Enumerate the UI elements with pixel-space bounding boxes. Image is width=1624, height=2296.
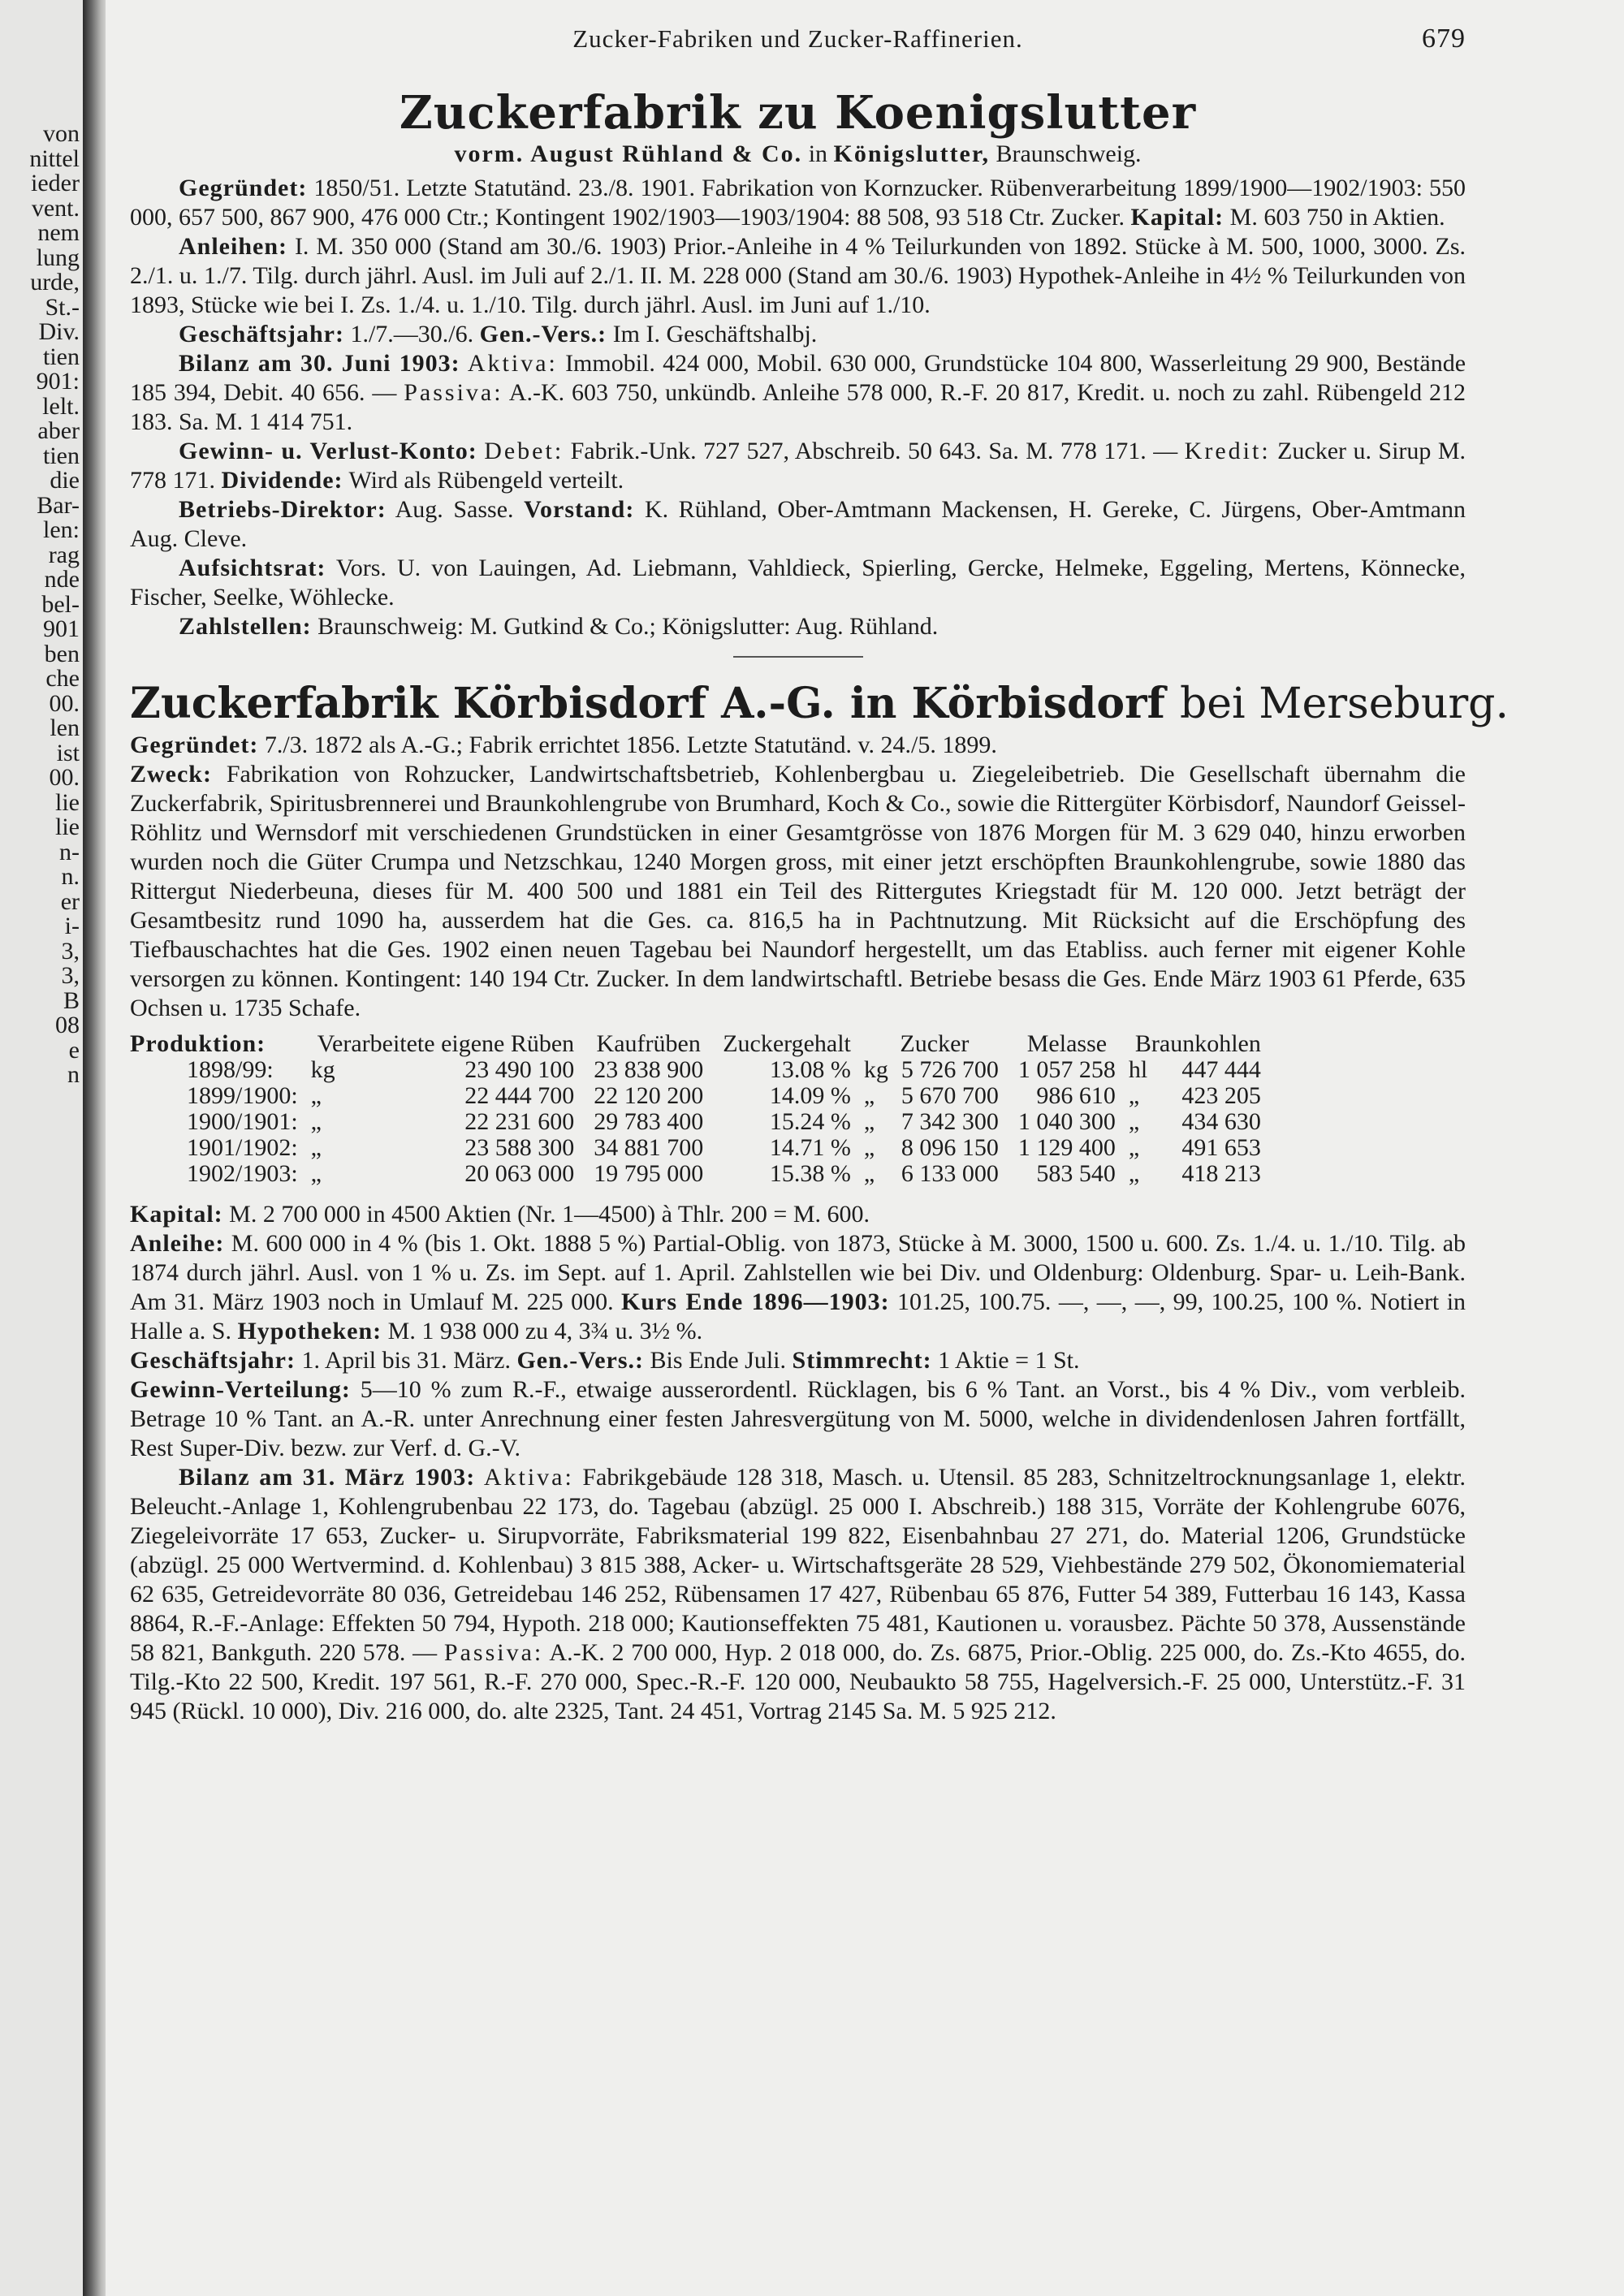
production-row	[130, 1109, 1271, 1135]
own-beets-value: 23 588 300	[464, 1134, 575, 1161]
col-header-sugar: Zucker	[900, 1030, 970, 1057]
facing-page-fragment: bel-	[41, 590, 80, 618]
fiscal-year-text: 1./7.—30./6.	[350, 321, 474, 347]
page-number: 679	[1422, 24, 1466, 54]
company-title	[130, 677, 1509, 731]
molasses-value: 1 057 258	[1017, 1056, 1116, 1083]
balance-liabilities-label: Passiva:	[404, 379, 503, 406]
molasses-value: 986 610	[1036, 1082, 1116, 1109]
dividend-text: Wird als Rübengeld verteilt.	[348, 467, 624, 494]
facing-page-fragment: urde,	[30, 269, 80, 296]
director-text: Aug. Sasse.	[395, 496, 514, 523]
col-header-own-beets: Verarbeitete eigene Rüben	[317, 1030, 575, 1057]
page	[106, 0, 1624, 2296]
own-beets-value: 22 231 600	[464, 1108, 575, 1135]
company-title-main: Zuckerfabrik Körbisdorf A.-G. in Körbisdorf	[130, 679, 1165, 728]
supervisory-label: Aufsichtsrat:	[179, 555, 326, 581]
facing-page-fragment: ieder	[31, 170, 80, 196]
bought-beets-value: 34 881 700	[594, 1134, 704, 1161]
section-divider	[733, 656, 863, 658]
company-subtitle	[130, 140, 1466, 169]
molasses-value: 583 540	[1036, 1160, 1116, 1187]
facing-page-fragment: lelt.	[42, 392, 80, 420]
lignite-value: 447 444	[1181, 1056, 1261, 1083]
capital-label: Kapital:	[130, 1201, 223, 1228]
voting-right-label: Stimmrecht:	[792, 1347, 932, 1374]
fiscal-year-text: 1. April bis 31. März.	[301, 1347, 511, 1374]
balance-assets-label: Aktiva:	[467, 350, 558, 377]
general-meeting-text: Im I. Geschäftshalbj.	[612, 321, 818, 347]
production-year: 1902/1903:	[187, 1160, 298, 1187]
sugar-content-value: 14.09 %	[769, 1082, 851, 1109]
facing-page-edge	[0, 0, 83, 2296]
balance-liabilities-text: A.-K. 603 750, unkündb. Anleihe 578 000, R.-F. 20 817, Kredit. u. noch zu zahl. Rübengeld 212 183. Sa. M. 1 414 751.	[130, 379, 1466, 435]
production-table	[130, 1031, 1271, 1187]
production-row	[130, 1135, 1271, 1161]
founded-paragraph	[130, 731, 1466, 760]
facing-page-fragment: B	[63, 986, 80, 1014]
unit-own-beets: „	[310, 1082, 322, 1109]
sugar-value: 6 133 000	[901, 1160, 999, 1187]
profit-distribution-paragraph	[130, 1375, 1466, 1463]
facing-page-fragment: lie	[55, 788, 80, 816]
general-meeting-label: Gen.-Vers.:	[479, 321, 607, 347]
facing-page-fragment: nem	[37, 219, 80, 246]
facing-page-fragment: 3,	[61, 962, 80, 989]
subtitle-place: Königslutter,	[833, 140, 990, 167]
loans-paragraph	[130, 232, 1466, 320]
profit-distribution-label: Gewinn-Verteilung:	[130, 1376, 351, 1403]
bought-beets-value: 19 795 000	[594, 1160, 704, 1187]
unit-own-beets: kg	[310, 1056, 335, 1083]
entry-koerbisdorf	[130, 677, 1509, 1726]
voting-right-text: 1 Aktie = 1 St.	[938, 1347, 1080, 1374]
molasses-value: 1 040 300	[1017, 1108, 1116, 1135]
unit-own-beets: „	[310, 1108, 322, 1135]
mortgages-label: Hypotheken:	[237, 1318, 382, 1344]
capital-text: M. 603 750 in Aktien.	[1229, 204, 1445, 231]
loan-label: Anleihe:	[130, 1230, 225, 1257]
own-beets-value: 20 063 000	[464, 1160, 575, 1187]
price-label: Kurs Ende 1896—1903:	[621, 1288, 890, 1315]
subtitle-in: in	[808, 140, 828, 167]
debit-text: Fabrik.-Unk. 727 527, Abschreib. 50 643. Sa. M. 778 171. —	[570, 438, 1178, 464]
balance-liabilities-label: Passiva:	[443, 1639, 544, 1666]
unit-own-beets: „	[310, 1134, 322, 1161]
facing-page-fragment: lung	[36, 244, 80, 271]
production-header-row	[130, 1031, 1271, 1057]
facing-page-fragment: ist	[56, 739, 80, 766]
dividend-label: Dividende:	[221, 467, 343, 494]
facing-page-fragment: 901:	[36, 368, 80, 395]
running-head	[130, 24, 1466, 54]
production-year: 1898/99:	[187, 1056, 274, 1083]
sugar-content-value: 14.71 %	[769, 1134, 851, 1161]
balance-paragraph	[130, 349, 1466, 437]
facing-page-fragment: len:	[43, 516, 80, 543]
balance-liabilities-text: A.-K. 2 700 000, Hyp. 2 018 000, do. Zs. 6875, Prior.-Oblig. 225 000, do. Zs.-Kto 4655, do. Tilg.-Kto 22 500, Kredit. 197 561, R.-F. 270 000, Spec.-R.-F. 120 000, Neubaukto 58 755, Hagelversich.-F. 25 000, Unterstütz.-F. 31 945 (Rückl. 10 000), Div. 216 000, do. alte 2325, Tant. 24 451, Vortrag 2145 Sa. M. 5 925 212.	[130, 1639, 1466, 1724]
facing-page-fragment: 00.	[49, 689, 80, 717]
facing-page-fragment: vent.	[31, 194, 80, 222]
fiscal-year-paragraph	[130, 1346, 1466, 1375]
facing-page-fragment: ben	[44, 640, 80, 667]
mortgages-text: M. 1 938 000 zu 4, 3¾ u. 3½ %.	[387, 1318, 703, 1344]
facing-page-fragment: len	[50, 714, 80, 741]
capital-label: Kapital:	[1130, 204, 1224, 231]
company-title: Zuckerfabrik zu Koenigslutter	[399, 86, 1197, 140]
lignite-value: 418 213	[1181, 1160, 1261, 1187]
supervisory-text: Vors. U. von Lauingen, Ad. Liebmann, Vahldieck, Spierling, Gercke, Helmeke, Eggeling, Mertens, Könnecke, Fischer, Seelke, Wöhlecke.	[130, 555, 1466, 611]
facing-page-fragment: 3,	[61, 937, 80, 965]
facing-page-fragment: 00.	[49, 764, 80, 791]
lignite-value: 423 205	[1181, 1082, 1261, 1109]
balance-label: Bilanz am 31. März 1903:	[179, 1464, 476, 1491]
loan-paragraph	[130, 1229, 1466, 1346]
bought-beets-value: 22 120 200	[594, 1082, 704, 1109]
running-title: Zucker-Fabriken und Zucker-Raffinerien.	[572, 24, 1023, 53]
bought-beets-value: 29 783 400	[594, 1108, 704, 1135]
entry-koenigslutter	[130, 86, 1466, 641]
molasses-value: 1 129 400	[1017, 1134, 1116, 1161]
general-meeting-text: Bis Ende Juli.	[650, 1347, 787, 1374]
credit-label: Kredit:	[1184, 438, 1271, 464]
profit-loss-label: Gewinn- u. Verlust-Konto:	[179, 438, 477, 464]
director-label: Betriebs-Direktor:	[179, 496, 387, 523]
facing-page-fragment: e	[68, 1036, 80, 1064]
unit-lignite: hl	[1128, 1056, 1148, 1083]
purpose-paragraph	[130, 760, 1466, 1023]
unit-sugar: „	[863, 1108, 875, 1135]
board-label: Vorstand:	[524, 496, 635, 523]
facing-page-fragment: aber	[37, 417, 80, 444]
unit-lignite: „	[1128, 1082, 1140, 1109]
balance-assets-text: Fabrikgebäude 128 318, Masch. u. Utensil. 85 283, Schnitzeltrocknungsanlage 1, elektr. Beleucht.-Anlage 1, Kohlengrubenbau 22 173, do. Tagebau (abzügl. 25 000 I. Abschreib.) 188 315, Vorräte der Kohlengrube 6076, Ziegeleivorräte 17 653, Zucker- u. Sirupvorräte, Fabriksmaterial 199 822, Eisenbahnbau 27 271, do. Material 1206, Grundstücke (abzügl. 25 000 Wertvermind. d. Kohlenbau) 3 815 388, Acker- u. Wirtschaftsgeräte 28 529, Viehbestände 279 502, Ökonomiematerial 62 635, Getreidevorräte 80 036, Getreidebau 146 252, Rübensamen 17 427, Rübenbau 65 876, Futter 54 389, Futterbau 16 143, Kassa 8864, R.-F.-Anlage: Effekten 50 794, Hypoth. 218 000; Kautionseffekten 75 481, Kautionen u. vorausbez. Pächte 50 378, Aussenstände 58 821, Bankguth. 220 578. —	[130, 1464, 1466, 1666]
lignite-value: 434 630	[1181, 1108, 1261, 1135]
page-content	[130, 24, 1509, 1726]
production-year: 1899/1900:	[187, 1082, 298, 1109]
price-text: 101.25, 100.75. —, —, —, 99, 100.25, 100 %. Notiert in Halle a. S.	[130, 1288, 1466, 1344]
founded-text: 1850/51. Letzte Statutänd. 23./8. 1901. Fabrikation von Kornzucker. Rübenverarbeitung 1899/1900—1902/1903: 550 000, 657 500, 867 900, 476 000 Ctr.; Kontingent 1902/1903—1903/1904: 88 508, 93 518 Ctr. Zucker.	[130, 175, 1466, 231]
unit-own-beets: „	[310, 1160, 322, 1187]
facing-page-fragment: n-	[59, 838, 80, 865]
col-header-lignite: Braunkohlen	[1134, 1030, 1261, 1057]
facing-page-fragment: 901	[43, 615, 80, 642]
loans-label: Anleihen:	[179, 233, 288, 260]
profit-distribution-text: 5—10 % zum R.-F., etwaige ausserordentl. Rücklagen, bis 6 % Tant. an Vorst., bis 4 % Div., vom verbleib. Betrage 10 % Tant. an A.-R. unter Anrechnung einer festen Jahresvergütung von M. 5000, welche in dividendenlosen Jahren fortfällt, Rest Super-Div. bezw. zur Verf. d. G.-V.	[130, 1376, 1466, 1461]
purpose-label: Zweck:	[130, 761, 212, 788]
facing-page-fragment: von	[43, 120, 80, 147]
management-paragraph	[130, 495, 1466, 554]
capital-text: M. 2 700 000 in 4500 Aktien (Nr. 1—4500) à Thlr. 200 = M. 600.	[229, 1201, 870, 1228]
facing-page-fragment: Bar-	[37, 491, 80, 519]
balance-label: Bilanz am 30. Juni 1903:	[179, 350, 460, 377]
sugar-content-value: 13.08 %	[769, 1056, 851, 1083]
bought-beets-value: 23 838 900	[594, 1056, 704, 1083]
supervisory-paragraph	[130, 554, 1466, 612]
production-year: 1901/1902:	[187, 1134, 298, 1161]
facing-page-fragment: che	[45, 665, 80, 692]
subtitle-former-name: vorm. August Rühland & Co.	[454, 140, 803, 167]
loans-text: I. M. 350 000 (Stand am 30./6. 1903) Prior.-Anleihe in 4 % Teilurkunden von 1892. Stücke à M. 500, 1000, 3000. Zs. 2./1. u. 1./7. Tilg. durch jährl. Ausl. im Juli auf 2./1. II. M. 228 000 (Stand am 30./6. 1903) Hypothek-Anleihe in 4½ % Teilurkunden von 1893, Stücke wie bei I. Zs. 1./4. u. 1./10. Tilg. durch jährl. Ausl. im Juni auf 1./10.	[130, 233, 1466, 318]
production-row	[130, 1083, 1271, 1109]
subtitle-region: Braunschweig.	[996, 140, 1142, 167]
own-beets-value: 22 444 700	[464, 1082, 575, 1109]
production-year: 1900/1901:	[187, 1108, 298, 1135]
facing-page-fragment: die	[50, 467, 80, 494]
paying-agents-label: Zahlstellen:	[179, 613, 312, 640]
facing-page-fragment: nde	[44, 566, 80, 593]
unit-lignite: „	[1128, 1160, 1140, 1187]
unit-sugar: „	[863, 1134, 875, 1161]
own-beets-value: 23 490 100	[464, 1056, 575, 1083]
fiscal-year-label: Geschäftsjahr:	[179, 321, 344, 347]
credit-text: Zucker u. Sirup M. 778 171.	[130, 438, 1466, 494]
loan-text: M. 600 000 in 4 % (bis 1. Okt. 1888 5 %) Partial-Oblig. von 1873, Stücke à M. 3000, 1500 u. 600. Zs. 1./4. u. 1./10. Tilg. ab 1874 durch jährl. Ausl. von 1 % u. Zs. im Sept. auf 1. April. Zahlstellen wie bei Div. und Oldenburg: Oldenburg. Spar- u. Leih-Bank. Am 31. März 1903 noch in Umlauf M. 225 000.	[130, 1230, 1466, 1315]
facing-page-fragment: n.	[61, 863, 80, 890]
board-text: K. Rühland, Ober-Amtmann Mackensen, H. Gereke, C. Jürgens, Ober-Amtmann Aug. Cleve.	[130, 496, 1466, 552]
facing-page-fragment: tien	[43, 442, 80, 469]
fiscal-year-label: Geschäftsjahr:	[130, 1347, 296, 1374]
unit-sugar: „	[863, 1160, 875, 1187]
paying-agents-paragraph	[130, 612, 1466, 641]
sugar-content-value: 15.38 %	[769, 1160, 851, 1187]
sugar-value: 5 670 700	[901, 1082, 999, 1109]
facing-page-fragment: n	[67, 1061, 80, 1088]
debit-label: Debet:	[484, 438, 564, 464]
unit-lignite: „	[1128, 1134, 1140, 1161]
capital-paragraph	[130, 1200, 1466, 1229]
col-header-sugar-content: Zuckergehalt	[723, 1030, 851, 1057]
founded-label: Gegründet:	[179, 175, 308, 201]
balance-assets-label: Aktiva:	[483, 1464, 574, 1491]
col-header-bought-beets: Kaufrüben	[596, 1030, 701, 1057]
balance-paragraph	[130, 1463, 1466, 1726]
fiscal-year-paragraph	[130, 320, 1466, 349]
facing-page-fragment: rag	[48, 541, 80, 568]
unit-lignite: „	[1128, 1108, 1140, 1135]
founded-paragraph	[130, 174, 1466, 232]
sugar-value: 8 096 150	[901, 1134, 999, 1161]
facing-page-fragments	[29, 122, 83, 1088]
facing-page-fragment: lie	[55, 814, 80, 840]
unit-sugar: kg	[863, 1056, 888, 1083]
sugar-content-value: 15.24 %	[769, 1108, 851, 1135]
facing-page-fragment: i-	[64, 913, 80, 939]
facing-page-fragment: Div.	[38, 318, 80, 345]
facing-page-fragment: 08	[55, 1012, 80, 1038]
facing-page-fragment: er	[60, 887, 80, 915]
production-row	[130, 1057, 1271, 1083]
facing-page-fragment: nittel	[29, 145, 80, 172]
profit-loss-paragraph	[130, 437, 1466, 495]
balance-assets-text: Immobil. 424 000, Mobil. 630 000, Grundstücke 104 800, Wasserleitung 29 900, Bestände 185 394, Debit. 40 656. —	[130, 350, 1466, 406]
purpose-text: Fabrikation von Rohzucker, Landwirtschaftsbetrieb, Kohlenbergbau u. Ziegeleibetrieb. Die Gesellschaft übernahm die Zuckerfabrik, Spiritusbrennerei und Braunkohlengrube von Brumhard, Koch & Co., sowie die Rittergüter Körbisdorf, Naundorf Geissel-Röhlitz und Wernsdorf mit verschiedenen Grundstücken in einer Gesamtgrösse von 1876 Morgen für M. 3 629 040, hinzu erworben wurden noch die Güter Crumpa und Netzschkau, 1240 Morgen gross, mit einer jetzt erschöpften Braunkohlengrube, sowie 1880 das Rittergut Niederbeuna, dieses für M. 400 500 und 1881 ein Teil des Rittergutes Kriegstadt für M. 120 000. Jetzt beträgt der Gesamtbesitz rund 1090 ha, ausserdem hat die Ges. ca. 816,5 ha in Pachtnutzung. Mit Rücksicht auf die Erschöpfung des Tiefbauschachtes hat die Ges. 1902 einen neuen Tagebau bei Naundorf hergestellt, um das Etabliss. auch ferner mit eigener Kohle versorgen zu können. Kontingent: 140 194 Ctr. Zucker. In dem landwirtschaftl. Betriebe besass die Ges. Ende März 1903 61 Pferde, 635 Ochsen u. 1735 Schafe.	[130, 761, 1466, 1021]
facing-page-fragment: tien	[43, 343, 80, 370]
production-row	[130, 1161, 1271, 1187]
company-title-suffix: bei Merseburg.	[1179, 680, 1509, 728]
founded-text: 7./3. 1872 als A.-G.; Fabrik errichtet 1856. Letzte Statutänd. v. 24./5. 1899.	[264, 732, 997, 758]
founded-label: Gegründet:	[130, 732, 259, 758]
lignite-value: 491 653	[1181, 1134, 1261, 1161]
paying-agents-text: Braunschweig: M. Gutkind & Co.; Königslutter: Aug. Rühland.	[317, 613, 939, 640]
facing-page-fragment: St.-	[45, 293, 80, 321]
sugar-value: 7 342 300	[901, 1108, 999, 1135]
production-label: Produktion:	[130, 1030, 266, 1057]
book-gutter	[83, 0, 106, 2296]
general-meeting-label: Gen.-Vers.:	[516, 1347, 644, 1374]
sugar-value: 5 726 700	[901, 1056, 999, 1083]
col-header-molasses: Melasse	[1026, 1030, 1108, 1057]
unit-sugar: „	[863, 1082, 875, 1109]
